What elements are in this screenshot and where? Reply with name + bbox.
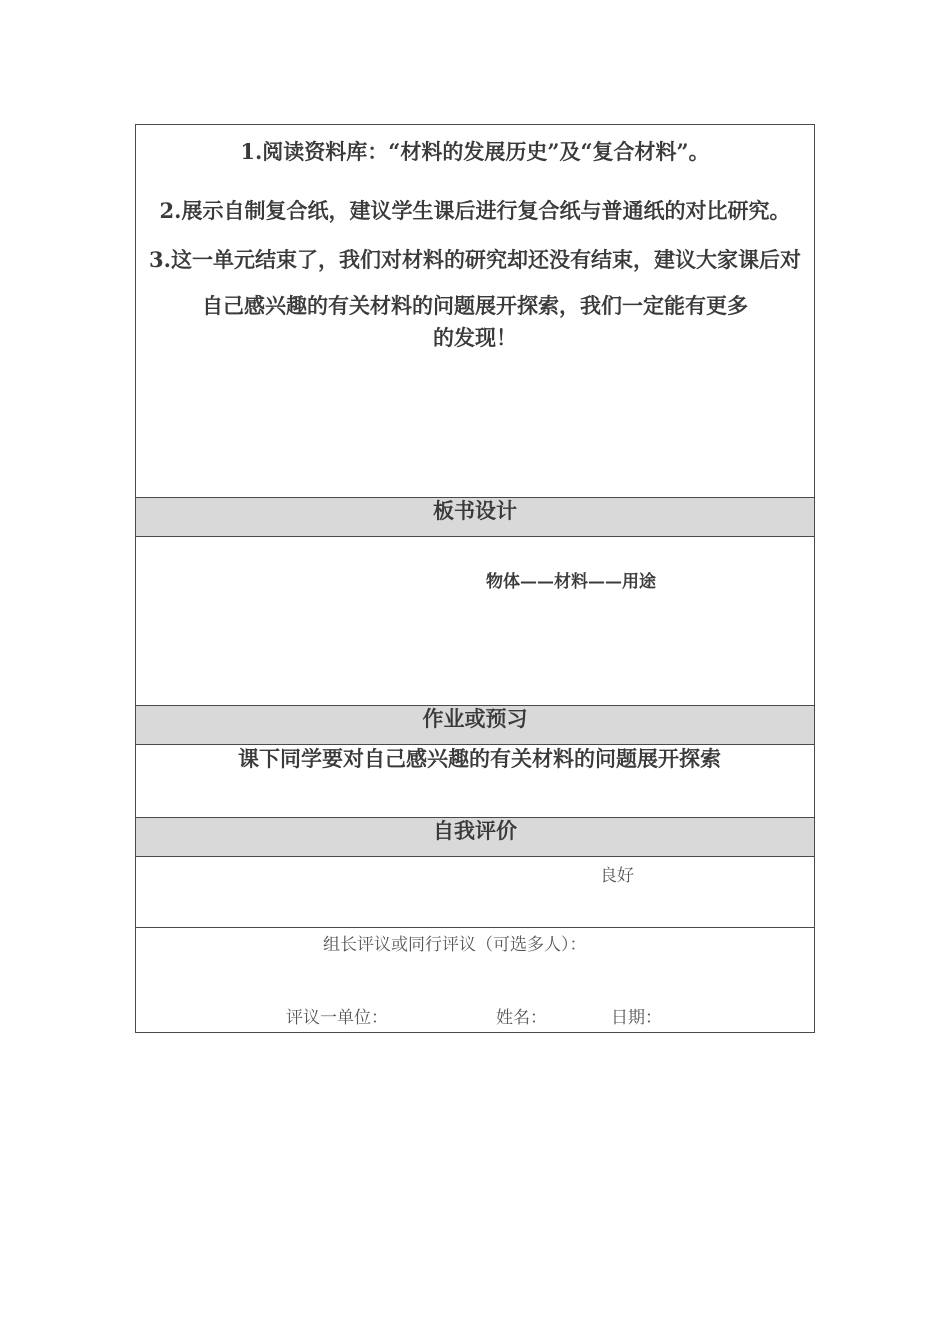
homework-content: 课下同学要对自己感兴趣的有关材料的问题展开探索 xyxy=(238,746,721,771)
self-evaluation-cell xyxy=(136,857,815,928)
review-unit-label: 评议一单位： xyxy=(286,1008,388,1028)
activity-item-3 xyxy=(136,237,814,353)
activity-item-3-main: 3.这一单元结束了，我们对材料的研究却还没有结束，建议大家课后对自己感兴趣的有关材料的问题展开探索，我们一定能有更多 xyxy=(149,247,801,318)
board-design-cell xyxy=(136,537,815,706)
review-date-label: 日期： xyxy=(611,1008,662,1028)
activity-item-2: 2.展示自制复合纸，建议学生课后进行复合纸与普通纸的对比研究。 xyxy=(159,198,791,223)
review-name-label: 姓名： xyxy=(496,1008,547,1028)
activity-item-3-tail: 的发现！ xyxy=(433,325,517,350)
board-design-header: 板书设计 xyxy=(136,498,815,537)
activity-cell xyxy=(136,125,815,498)
board-design-content: 物体——材料——用途 xyxy=(486,572,656,592)
homework-header: 作业或预习 xyxy=(136,706,815,745)
peer-review-cell xyxy=(136,928,815,1033)
activity-item-1: 1.阅读资料库：“材料的发展历史”及“复合材料”。 xyxy=(240,139,710,164)
lesson-plan-table xyxy=(135,124,815,1033)
homework-cell xyxy=(136,745,815,818)
self-evaluation-content: 良好 xyxy=(600,866,634,886)
peer-review-title: 组长评议或同行评议（可选多人）： xyxy=(323,935,587,955)
self-evaluation-header: 自我评价 xyxy=(136,818,815,857)
peer-review-fields xyxy=(136,1003,814,1027)
